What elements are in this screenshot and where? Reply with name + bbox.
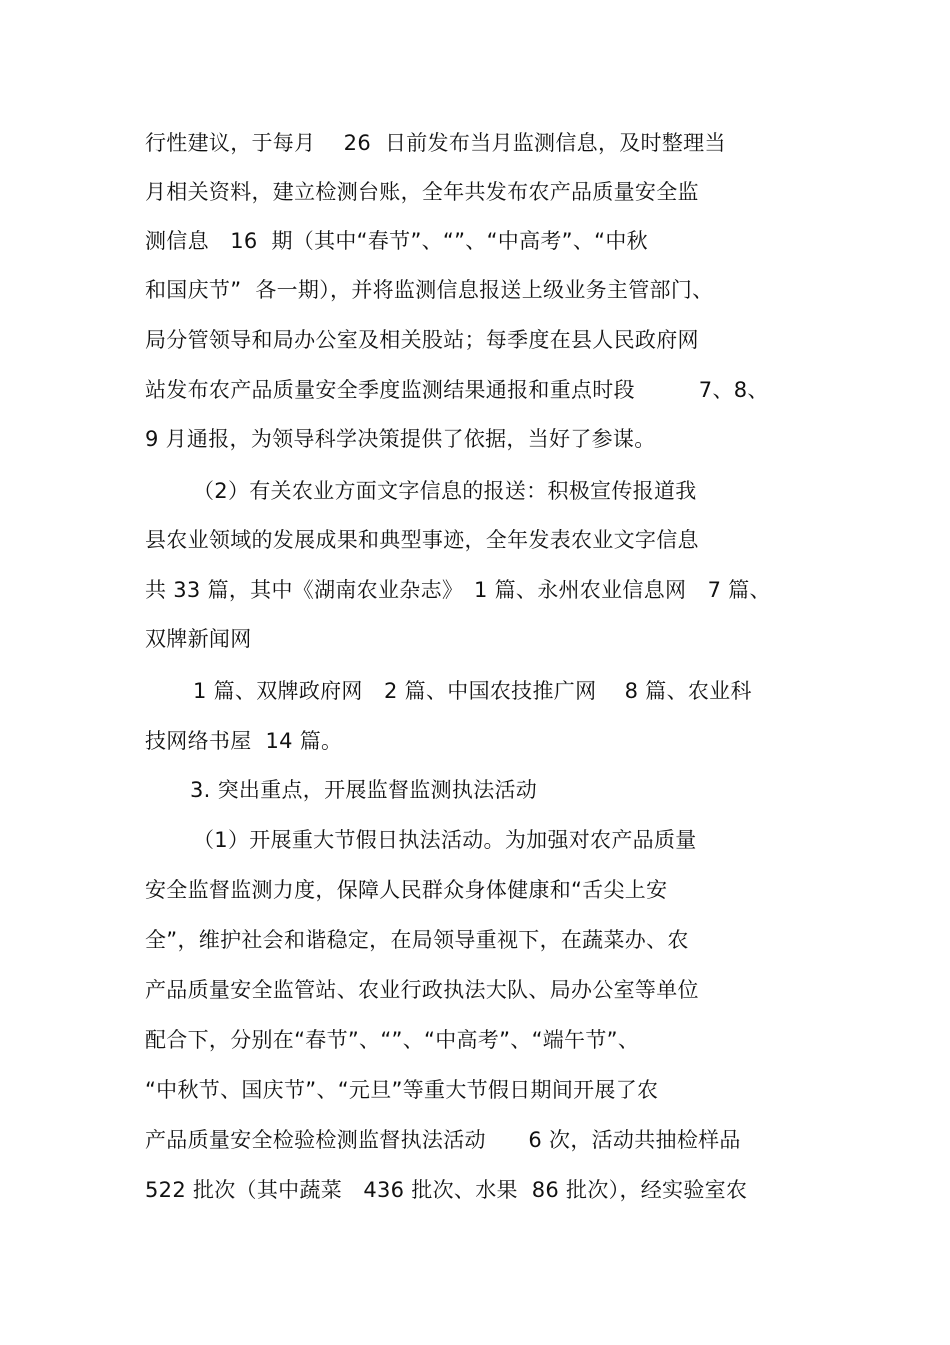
text-line: 和国庆节” 各一期），并将监测信息报送上级业务主管部门、 [145, 278, 714, 302]
text-line: 产品质量安全监管站、农业行政执法大队、局办公室等单位 [145, 978, 699, 1002]
text-line: 局分管领导和局办公室及相关股站；每季度在县人民政府网 [145, 328, 699, 352]
text-line: 共 33 篇，其中《湖南农业杂志》 1 篇、永州农业信息网 7 篇、 [145, 578, 771, 602]
section-heading: 3. 突出重点，开展监督监测执法活动 [190, 778, 538, 802]
text-line: 月相关资料，建立检测台账，全年共发布农产品质量安全监 [145, 180, 699, 204]
text-line: 9 月通报，为领导科学决策提供了依据，当好了参谋。 [145, 427, 656, 451]
text-line: 测信息 16 期（其中“春节”、“”、“中高考”、“中秋 [145, 229, 648, 253]
text-line: “中秋节、国庆节”、“元旦”等重大节假日期间开展了农 [145, 1078, 659, 1102]
text-line: 522 批次（其中蔬菜 436 批次、水果 86 批次），经实验室农 [145, 1178, 748, 1202]
paragraph-start-line: （2）有关农业方面文字信息的报送：积极宣传报道我 [193, 479, 697, 503]
text-line: 技网络书屋 14 篇。 [145, 729, 343, 753]
text-line: 站发布农产品质量安全季度监测结果通报和重点时段 7、8、 [145, 378, 769, 402]
text-line: 配合下，分别在“春节”、“”、“中高考”、“端午节”、 [145, 1028, 640, 1052]
text-line: 双牌新闻网 [145, 627, 252, 651]
text-line: 产品质量安全检验检测监督执法活动 6 次，活动共抽检样品 [145, 1128, 741, 1152]
paragraph-start-line: （1）开展重大节假日执法活动。为加强对农产品质量 [193, 828, 697, 852]
text-line: 安全监督监测力度，保障人民群众身体健康和“舌尖上安 [145, 878, 668, 902]
text-line: 全”，维护社会和谐稳定，在局领导重视下，在蔬菜办、农 [145, 928, 689, 952]
text-line: 1 篇、双牌政府网 2 篇、中国农技推广网 8 篇、农业科 [193, 679, 752, 703]
text-line: 县农业领域的发展成果和典型事迹，全年发表农业文字信息 [145, 528, 699, 552]
text-line: 行性建议，于每月 26 日前发布当月监测信息，及时整理当 [145, 131, 726, 155]
